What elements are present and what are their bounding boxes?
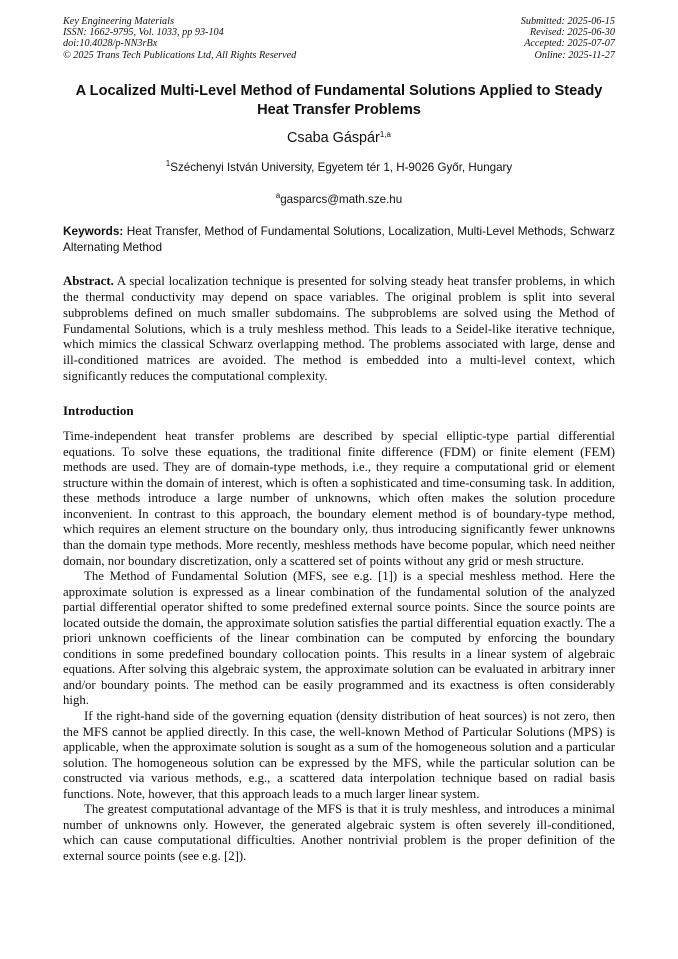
intro-paragraph-2: The Method of Fundamental Solution (MFS, see e.g. [1]) is a special meshless method. Here the approximate solution is expressed as a linear combination of the fundamental solution of the analyzed partial differential operator shifted to some predefined external source points. Since the source points are located outside the domain, the approximate solution satisfies the partial differential equation exactly. The a priori unknown coefficients of the linear combination can be computed by enforcing the boundary conditions in some predefined boundary collocation points. This results in a linear system of algebraic equations. After solving this algebraic system, the approximate solution can be evaluated in arbitrary inner and/or boundary points. The method can be easily programmed and its exactness is often considerably high. bbox=[63, 569, 615, 708]
abstract-label: Abstract. bbox=[63, 273, 114, 288]
author-name: Csaba Gáspár bbox=[287, 129, 380, 146]
publication-dates bbox=[521, 16, 615, 61]
paper-page bbox=[63, 16, 615, 864]
email-line bbox=[63, 188, 615, 207]
accepted-date: Accepted: 2025-07-07 bbox=[524, 38, 615, 50]
abstract bbox=[63, 274, 615, 385]
intro-paragraph-4: The greatest computational advantage of the MFS is that it is truly meshless, and introduces a minimal number of unknowns only. However, the generated algebraic system is often severely ill-conditioned, which can cause computational difficulties. Another nontrivial problem is the proper definition of the external source points (see e.g. [2]). bbox=[63, 802, 615, 863]
author-line bbox=[63, 125, 615, 148]
online-date: Online: 2025-11-27 bbox=[534, 49, 615, 61]
affiliation-text: Széchenyi István University, Egyetem tér 1, H-9026 Győr, Hungary bbox=[170, 160, 513, 174]
section-heading-introduction: Introduction bbox=[63, 403, 134, 419]
intro-paragraph-1: Time-independent heat transfer problems are described by special elliptic-type partial differential equations. To solve these equations, the traditional finite difference (FDM) or finite element (FEM) methods are used. They are of domain-type methods, i.e., they require a computational grid or element structure within the domain of interest, which is often a sophisticated and time-consuming task. In addition, these methods introduce a large number of unknowns, which often makes the solution procedure inconvenient. In contrast to this approach, the boundary element method is of boundary-type method, which requires an element structure on the boundary only, thus introducing significantly fewer unknowns than the domain type methods. More recently, meshless methods have become popular, which need neither domain, nor boundary discretization, only a scattered set of points without any grid or mesh structure. bbox=[63, 429, 615, 568]
doi-line: doi:10.4028/p-NN3rBx bbox=[63, 38, 158, 50]
journal-name: Key Engineering Materials bbox=[63, 16, 174, 27]
issn-line: ISSN: 1662-9795, Vol. 1033, pp 93-104 bbox=[63, 27, 224, 39]
email-superscript: a bbox=[275, 190, 281, 200]
affiliation bbox=[63, 156, 615, 175]
copyright-line: © 2025 Trans Tech Publications Ltd, All Rights Reserved bbox=[63, 49, 297, 61]
author-email: gasparcs@math.sze.hu bbox=[280, 192, 403, 206]
keywords-label: Keywords: bbox=[63, 223, 124, 238]
paper-title: A Localized Multi-Level Method of Fundamental Solutions Applied to Steady Heat Transfer Problems bbox=[75, 82, 603, 118]
journal-header bbox=[63, 16, 615, 61]
journal-info bbox=[63, 16, 296, 61]
revised-date: Revised: 2025-06-30 bbox=[529, 27, 615, 39]
intro-paragraph-3: If the right-hand side of the governing equation (density distribution of heat sources) is not zero, then the MFS cannot be applied directly. In this case, the well-known Method of Particular Solutions (MPS) is applicable, when the approximate solution is sought as a sum of the homogeneous solution and a particular solution. The homogeneous solution can be expressed by the MFS, while the particular solution can be constructed via various methods, e.g., a scattered data interpolation technique based on radial basis functions. Note, however, that this approach leads to a much larger linear system. bbox=[63, 709, 615, 801]
author-superscript: 1,a bbox=[379, 129, 391, 139]
affiliation-superscript: 1 bbox=[165, 158, 171, 168]
keywords-text: Heat Transfer, Method of Fundamental Solutions, Localization, Multi-Level Methods, Schwarz Alternating Method bbox=[63, 223, 615, 254]
abstract-text: A special localization technique is presented for solving steady heat transfer problems, in which the thermal conductivity may depend on space variables. The original problem is split into several subproblems defined on much smaller subdomains. The subproblems are solved using the Method of Fundamental Solutions, which is a truly meshless method. This leads to a Seidel-like iterative technique, which mimics the classical Schwarz overlapping method. The problems associated with large, dense and ill-conditioned matrices are avoided. The method is embedded into a multi-level context, which significantly reduces the computational complexity. bbox=[63, 273, 615, 384]
keywords bbox=[63, 223, 615, 255]
submitted-date: Submitted: 2025-06-15 bbox=[520, 16, 615, 27]
